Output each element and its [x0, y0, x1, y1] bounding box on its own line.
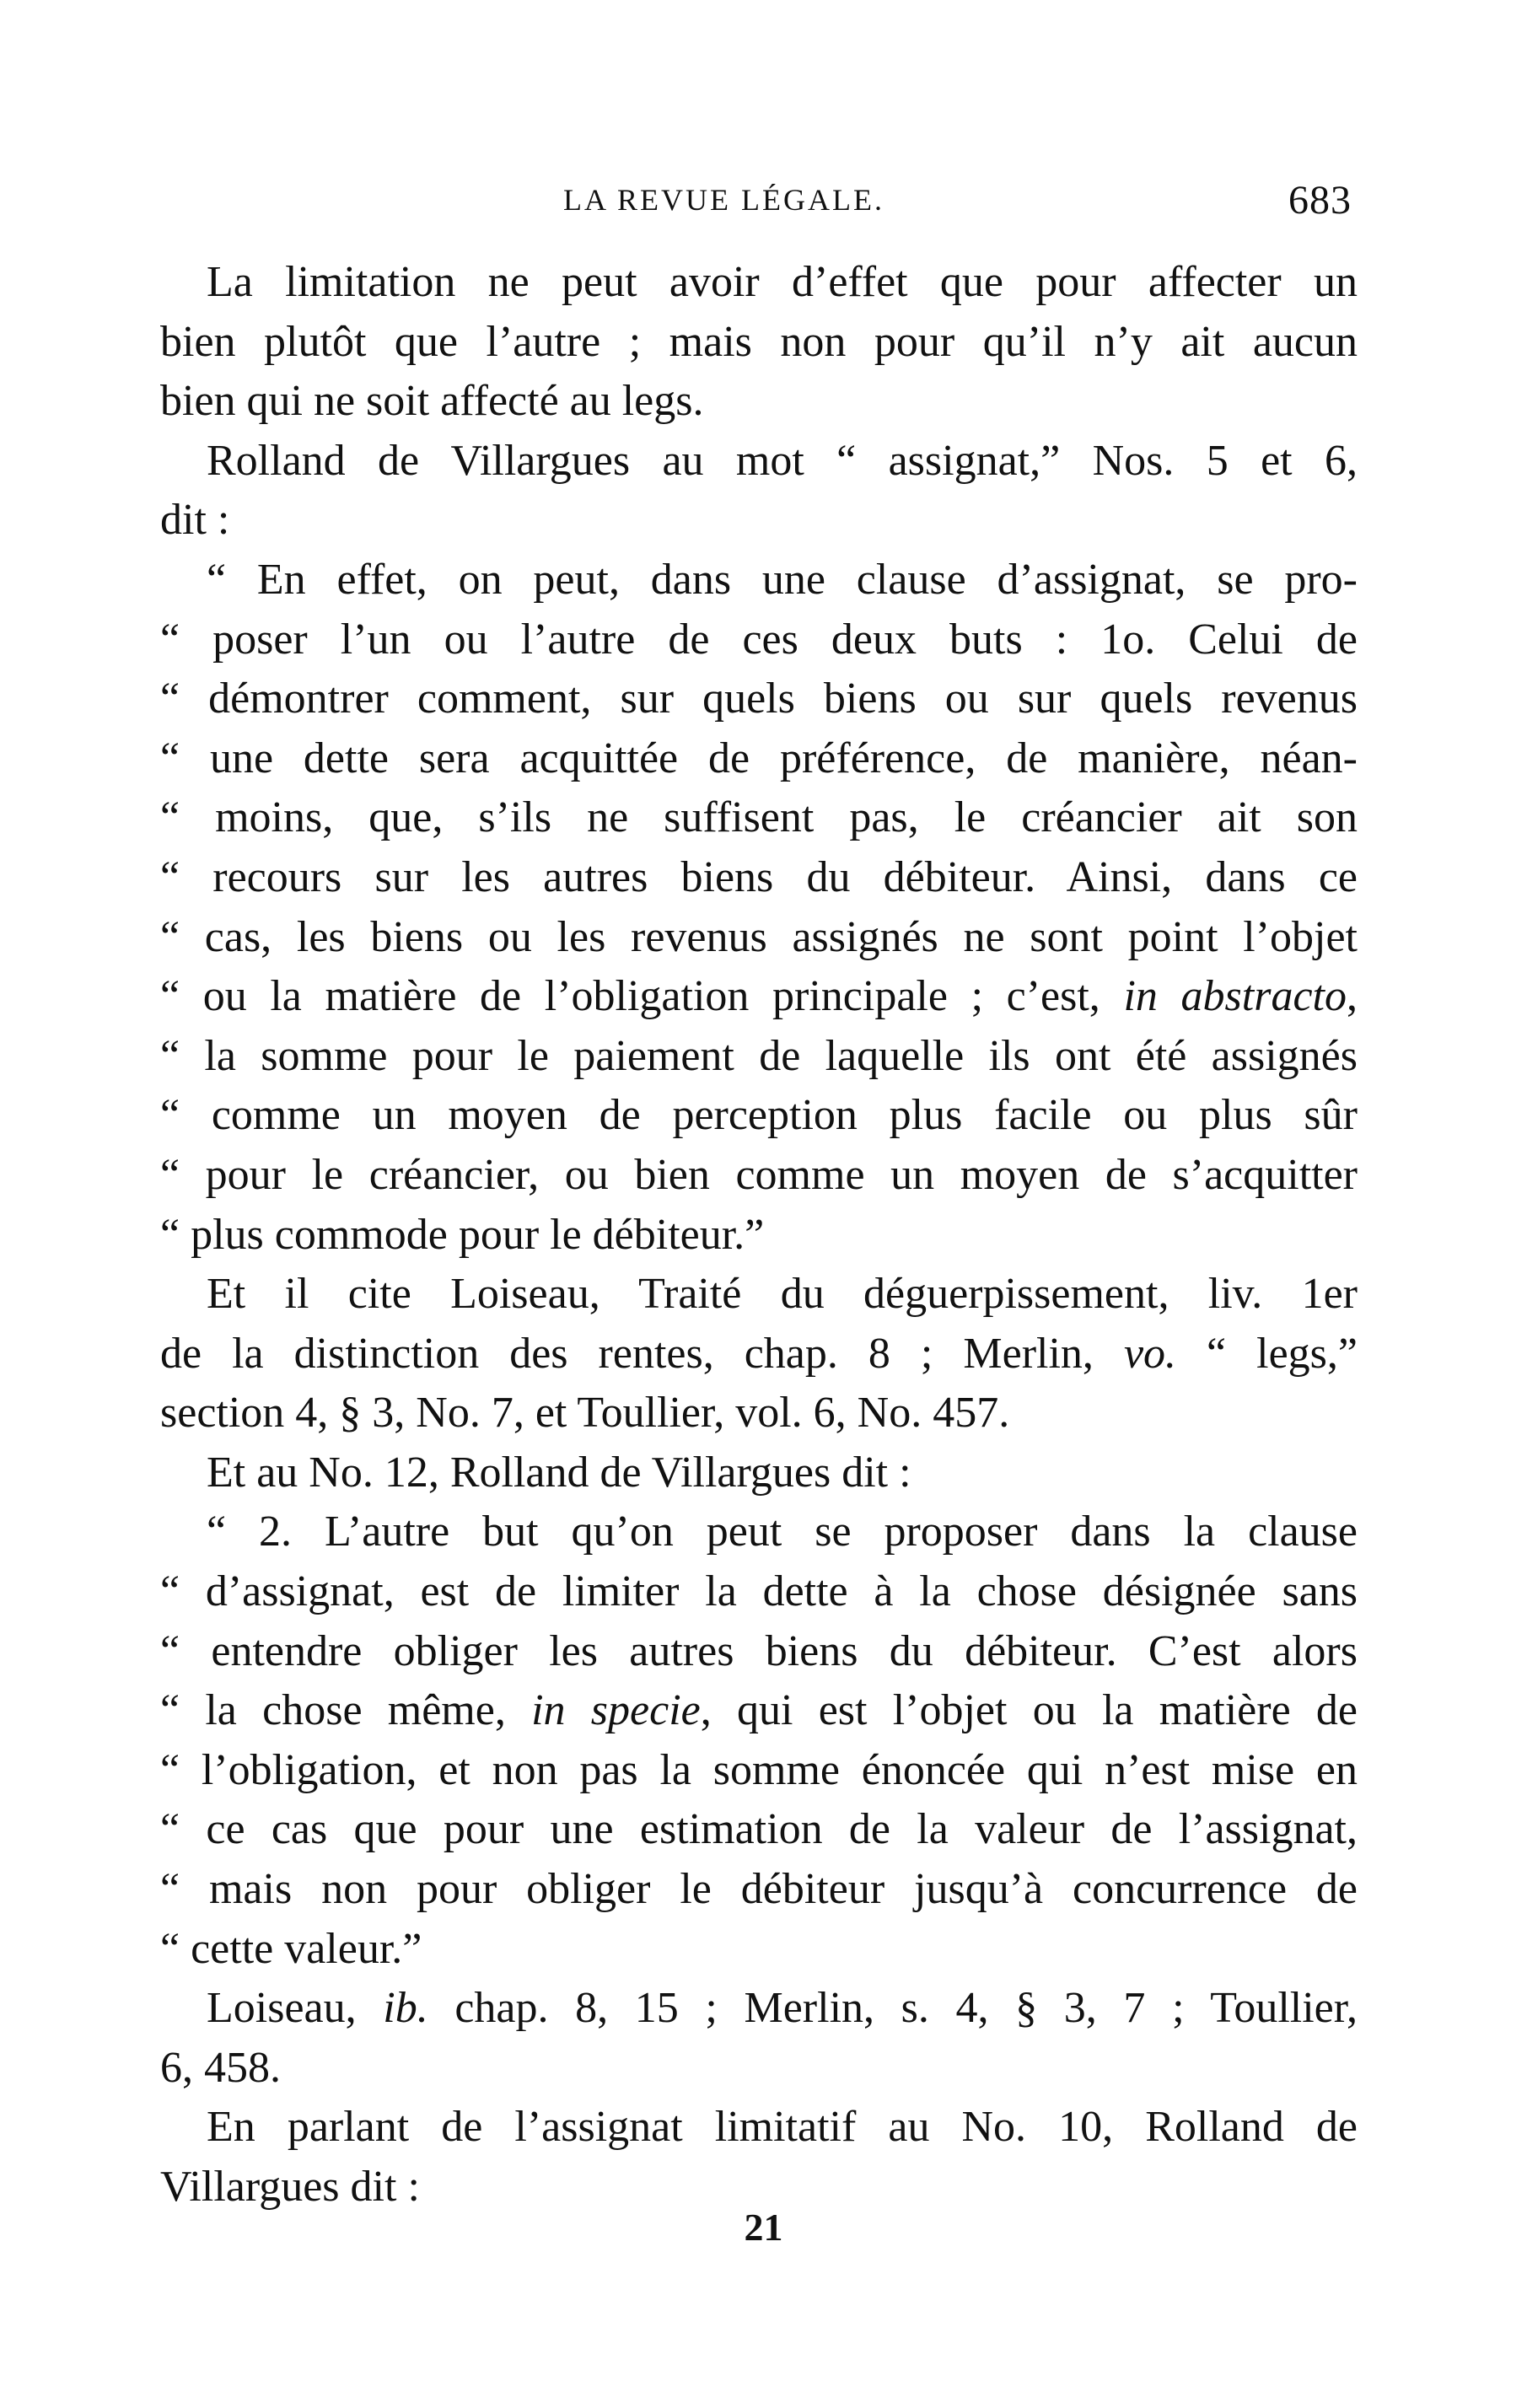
- text-line: “ entendre obliger les autres biens du débiteur. C’est alors: [160, 1626, 1358, 1675]
- text-line: “ moins, que, s’ils ne suffisent pas, le créancier ait son: [160, 793, 1358, 842]
- body-text: [160, 253, 1358, 2217]
- text-line: bien plutôt que l’autre ; mais non pour qu’il n’y ait aucun: [160, 317, 1358, 366]
- text-line: “ cette valeur.”: [160, 1924, 422, 1973]
- text-line: section 4, § 3, No. 7, et Toullier, vol. 6, No. 457.: [160, 1389, 1010, 1438]
- text-line: Et il cite Loiseau, Traité du déguerpissement, liv. 1er: [207, 1270, 1358, 1319]
- running-title: LA REVUE LÉGALE.: [563, 183, 884, 217]
- text-line: “ l’obligation, et non pas la somme énoncée qui n’est mise en: [160, 1745, 1358, 1794]
- paragraph: [160, 253, 1358, 432]
- text-line: “ cas, les biens ou les revenus assignés ne sont point l’objet: [160, 912, 1358, 961]
- text-line: Rolland de Villargues au mot “ assignat,” Nos. 5 et 6,: [207, 436, 1358, 485]
- paragraph: [160, 1265, 1358, 1443]
- text-line: “ recours sur les autres biens du débiteur. Ainsi, dans ce: [160, 852, 1358, 901]
- text-line: “ pour le créancier, ou bien comme un moyen de s’acquitter: [160, 1150, 1358, 1199]
- text-line: “ la somme pour le paiement de laquelle ils ont été assignés: [160, 1031, 1358, 1080]
- text-line: dit :: [160, 496, 230, 545]
- text-line: “ comme un moyen de perception plus facile ou plus sûr: [160, 1091, 1358, 1140]
- running-header: [0, 177, 1527, 228]
- text-line: Et au No. 12, Rolland de Villargues dit :: [207, 1448, 911, 1497]
- text-line: de la distinction des rentes, chap. 8 ; Merlin, vo. “ legs,”: [160, 1329, 1358, 1378]
- paragraph: [160, 1979, 1358, 2098]
- page-number: 683: [1288, 178, 1352, 223]
- paragraph: [160, 2098, 1358, 2217]
- paragraph: [160, 1443, 1358, 1503]
- text-line: “ d’assignat, est de limiter la dette à la chose désignée sans: [160, 1567, 1358, 1616]
- text-line: 6, 458.: [160, 2043, 281, 2092]
- text-line: “ poser l’un ou l’autre de ces deux buts : 1o. Celui de: [160, 615, 1358, 664]
- text-line: “ ou la matière de l’obligation principale ; c’est, in abstracto,: [160, 972, 1358, 1021]
- text-line: “ mais non pour obliger le débiteur jusqu’à concurrence de: [160, 1865, 1358, 1914]
- text-line: Loiseau, ib. chap. 8, 15 ; Merlin, s. 4, § 3, 7 ; Toullier,: [207, 1984, 1358, 2033]
- text-line: bien qui ne soit affecté au legs.: [160, 377, 704, 426]
- paragraph: [160, 432, 1358, 551]
- text-line: “ la chose même, in specie, qui est l’objet ou la matière de: [160, 1686, 1358, 1735]
- text-line: Villargues dit :: [160, 2163, 420, 2211]
- text-line: En parlant de l’assignat limitatif au No. 10, Rolland de: [207, 2103, 1358, 2152]
- signature-mark: 21: [744, 2206, 783, 2249]
- text-line: “ En effet, on peut, dans une clause d’assignat, se pro-: [207, 555, 1358, 604]
- text-line: “ plus commode pour le débiteur.”: [160, 1210, 765, 1259]
- text-line: “ ce cas que pour une estimation de la valeur de l’assignat,: [160, 1805, 1358, 1854]
- quotation-paragraph: [160, 1502, 1358, 1979]
- text-line: “ 2. L’autre but qu’on peut se proposer dans la clause: [207, 1508, 1358, 1556]
- text-line: “ démontrer comment, sur quels biens ou sur quels revenus: [160, 675, 1358, 723]
- quotation-paragraph: [160, 551, 1358, 1265]
- text-line: La limitation ne peut avoir d’effet que pour affecter un: [207, 258, 1358, 306]
- text-line: “ une dette sera acquittée de préférence, de manière, néan-: [160, 734, 1358, 782]
